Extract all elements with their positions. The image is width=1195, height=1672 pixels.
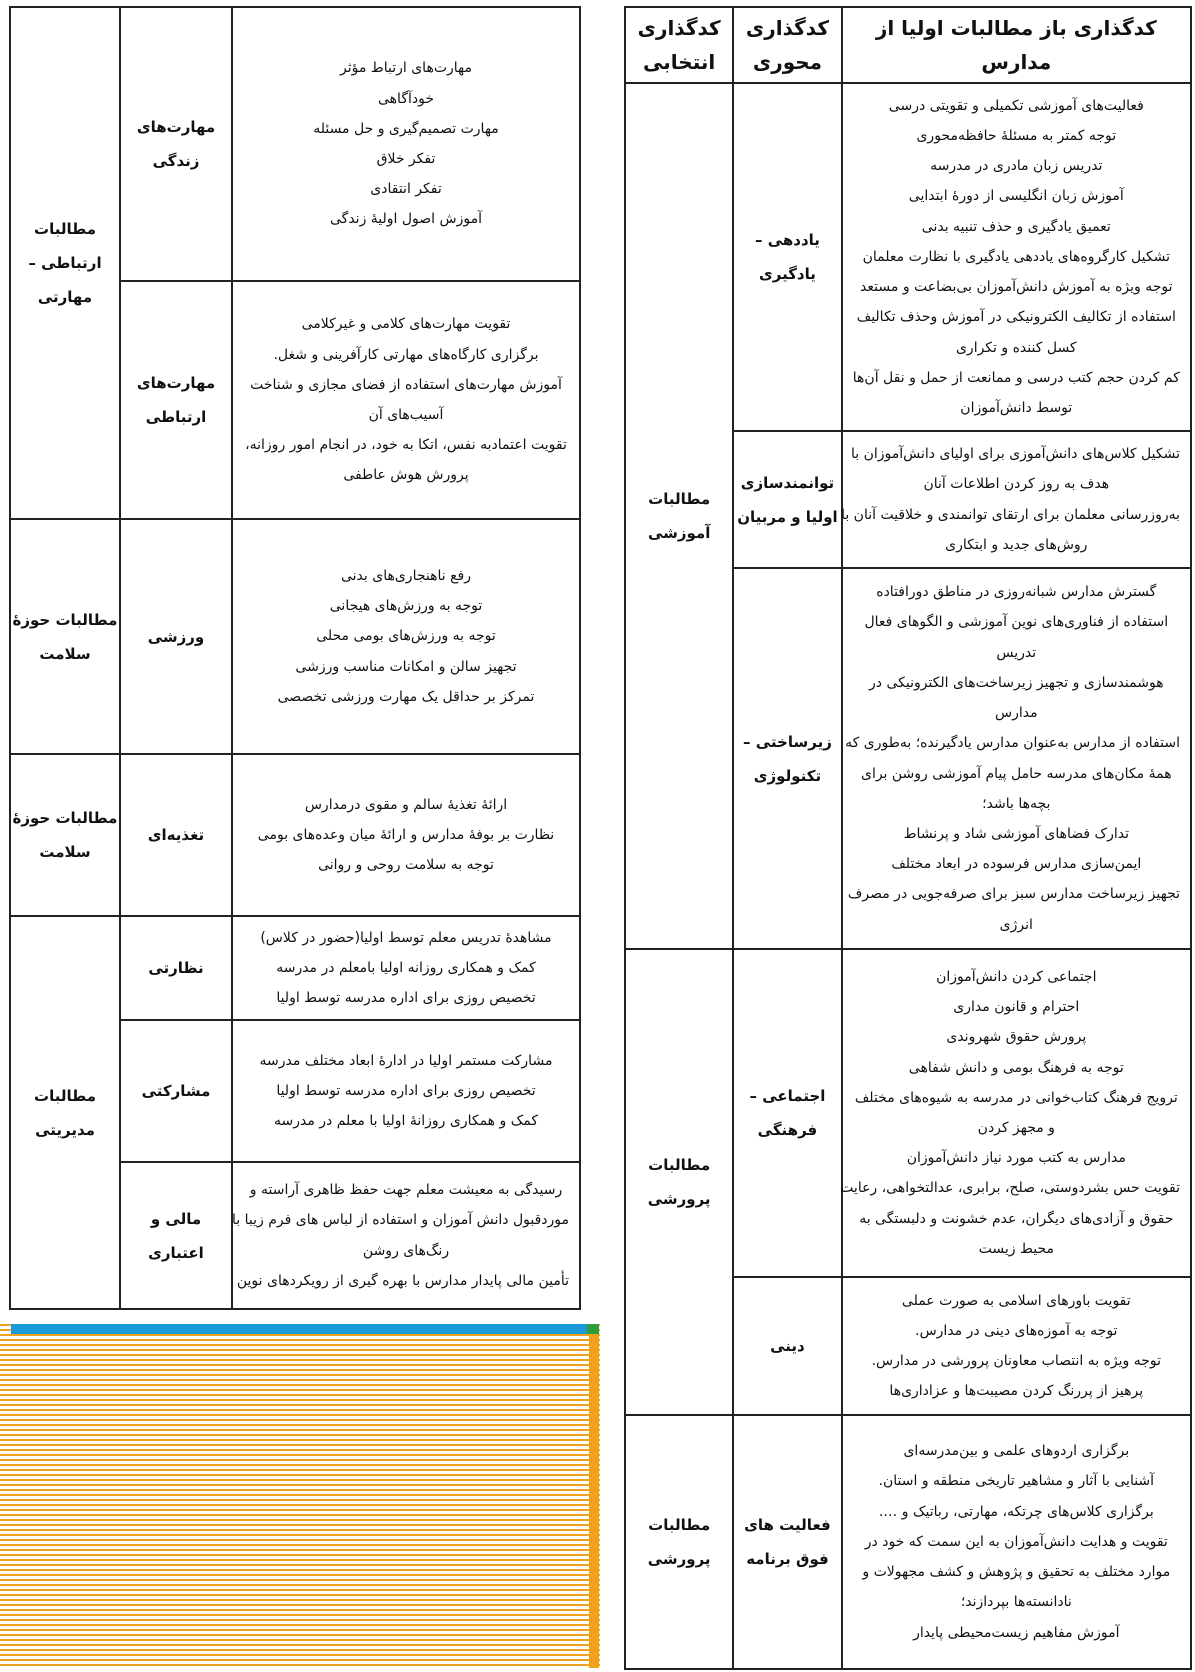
code-line: نظارت بر بوفهٔ مدارس و ارائهٔ میان وعده‌های بومی [257,826,555,843]
code-line: تمرکز بر حداقل یک مهارت ورزشی تخصصی [277,688,535,705]
code-line: تقویت و هدایت دانش‌آموزان به این سمت که خود در [864,1533,1168,1550]
code-line: تجهیز زیرساخت مدارس سبز برای صرفه‌جویی در مصرف [847,886,1180,903]
decorative-blue-bar [11,1324,587,1334]
code-line: آسیب‌های آن [368,407,444,423]
code-line: توجه کمتر به مسئلهٔ حافظه‌محوری [916,128,1117,145]
code-line: استفاده از تکالیف الکترونیکی در آموزش وحذف تکالیف [856,309,1176,326]
code-line: مهارت تصمیم‌گیری و حل مسئله [313,120,499,137]
code-line: رفع ناهنجاری‌های بدنی [340,567,471,584]
header-row [625,7,1191,83]
code-line: به‌روزرسانی معلمان برای ارتقای توانمندی و خلاقیت آنان با [841,506,1180,523]
code-line: آموزش زبان انگلیسی از دورهٔ ابتدایی [908,188,1124,205]
axial-code-cell: زیرساختی – تکنولوژی [733,568,841,949]
code-line: نادانسته‌ها بپردازند؛ [960,1594,1072,1611]
selective-code-cell: مطالبات حوزهٔ سلامت [10,754,120,916]
code-line: آموزش اصول اولیهٔ زندگی [330,211,482,228]
code-line: تفکر خلاق [376,151,436,167]
axial-code-cell: دینی [733,1277,841,1415]
code-line: توجه به ورزش‌های بومی محلی [316,628,496,645]
axial-code-cell: مشارکتی [120,1020,232,1162]
code-line: و مجهز کردن [977,1120,1055,1136]
decorative-green-block [587,1324,599,1334]
axial-code-cell: یاددهی – یادگیری [733,83,841,431]
code-line: خودآگاهی [378,90,434,107]
code-line: هدف به روز کردن اطلاعات آنان [923,476,1110,493]
code-line: توسط دانش‌آموزان [960,399,1073,416]
axial-code-cell: مهارت‌های ارتباطی [120,281,232,519]
code-line: تقویت اعتمادبه نفس، اتکا به خود، در انجام امور روزانه، [245,437,567,454]
code-line: توجه به فرهنگ بومی و دانش شفاهی [908,1059,1124,1076]
open-codes-cell [842,1277,1191,1415]
code-line: تأمین مالی پایدار مدارس با بهره گیری از رویکردهای نوین [236,1272,569,1289]
code-line: همهٔ مکان‌های مدرسه حامل پیام آموزشی روشن برای [860,765,1172,782]
code-line: ترویج فرهنگ کتاب‌خوانی در مدرسه به شیوه‌های مختلف [854,1089,1178,1106]
code-line: برگزاری کلاس‌های چرتکه، مهارتی، رباتیک و …. [878,1503,1154,1520]
code-line: توجه به آموزه‌های دینی در مدارس. [915,1322,1118,1339]
open-codes-cell [842,83,1191,431]
axial-code-cell: فعالیت های فوق برنامه [733,1415,841,1669]
decorative-orange-bar [589,1334,599,1668]
code-line: تقویت باورهای اسلامی به صورت عملی [901,1292,1131,1309]
table-row [625,949,1191,1277]
code-line: توجه به سلامت روحی و روانی [318,857,494,874]
code-line: تدارک فضاهای آموزشی شاد و پرنشاط [903,825,1129,842]
axial-code-cell: نظارتی [120,916,232,1020]
selective-code-cell: مطالبات پرورشی [625,949,733,1415]
open-codes-cell [232,916,580,1020]
code-line: احترام و قانون مداری [953,999,1080,1016]
code-line: محیط زیست [978,1240,1054,1257]
code-line: توجه به ورزش‌های هیجانی [329,598,483,615]
code-line: پرورش هوش عاطفی [343,467,469,484]
left-coding-table [9,6,581,1310]
open-codes-cell [232,1020,580,1162]
code-line: انرژی [999,916,1033,933]
right-coding-table [624,6,1192,1670]
header-open-coding: کدگذاری باز مطالبات اولیا از مدارس [842,7,1191,83]
table-row [625,83,1191,431]
open-codes-cell [232,281,580,519]
code-line: مشاهدهٔ تدریس معلم توسط اولیا(حضور در کلاس) [260,929,552,946]
code-line: موردقبول دانش آموزان و استفاده از لباس های فرم زیبا با [232,1212,569,1229]
code-line: آموزش مفاهیم زیست‌محیطی پایدار [913,1624,1120,1641]
open-codes-cell [842,949,1191,1277]
code-line: موارد مختلف به تحقیق و پژوهش و کشف مجهولات و [862,1564,1171,1581]
code-line: تدریس زبان مادری در مدرسه [930,158,1103,175]
code-line: مدارس به کتب مورد نیاز دانش‌آموزان [906,1150,1126,1167]
code-line: کمک و همکاری روزانهٔ اولیا با معلم در مدرسه [273,1113,539,1130]
axial-code-cell: اجتماعی – فرهنگی [733,949,841,1277]
code-line: استفاده از فناوری‌های نوین آموزشی و الگوهای فعال [864,614,1169,631]
axial-code-cell: توانمندسازی اولیا و مربیان [733,431,841,568]
code-line: پرهیز از پررنگ کردن مصیبت‌ها و عزاداری‌ها [889,1383,1144,1400]
axial-code-cell: تغذیه‌ای [120,754,232,916]
code-line: تقویت مهارت‌های کلامی و غیرکلامی [301,316,511,333]
code-line: تخصیص روزی برای اداره مدرسه توسط اولیا [276,1082,536,1099]
code-line: روش‌های جدید و ابتکاری [945,536,1088,553]
table-row [10,7,580,281]
code-line: توجه ویژه به انتصاب معاونان پرورشی در مدارس. [871,1353,1162,1369]
open-codes-cell [232,754,580,916]
header-selective-coding: کدگذاری انتخابی [625,7,733,83]
open-codes-cell [232,519,580,754]
code-line: تشکیل کارگروه‌های یاددهی یادگیری با نظارت معلمان [862,248,1170,265]
code-line: رنگ‌های روشن [362,1242,450,1259]
code-line: مدارس [995,705,1038,722]
selective-code-cell: مطالبات مدیریتی [10,916,120,1309]
table-row [625,1415,1191,1669]
table-row [10,916,580,1020]
code-line: توجه ویژه به آموزش دانش‌آموزان بی‌بضاعت و مستعد [860,279,1173,296]
code-line: مشارکت مستمر اولیا در ادارهٔ ابعاد مختلف مدرسه [259,1052,553,1069]
selective-code-cell: مطالبات ارتباطی – مهارتی [10,7,120,519]
open-codes-cell [232,7,580,281]
open-codes-cell [842,431,1191,568]
code-line: تقویت حس بشردوستی، صلح، برابری، عدالتخواهی، رعایت [840,1180,1180,1197]
code-line: ارائهٔ تغذیهٔ سالم و مقوی درمدارس [304,796,508,813]
code-line: تعمیق یادگیری و حذف تنبیه بدنی [921,218,1111,235]
code-line: تجهیز سالن و امکانات مناسب ورزشی [295,658,517,675]
decorative-stripe-pattern [0,1324,600,1668]
open-codes-cell [232,1162,580,1309]
axial-code-cell: مهارت‌های زندگی [120,7,232,281]
code-line: استفاده از مدارس به‌عنوان مدارس یادگیرنده؛ به‌طوری که [845,735,1180,752]
code-line: آموزش مهارت‌های استفاده از فضای مجازی و شناخت [250,376,562,393]
axial-code-cell: مالی و اعتباری [120,1162,232,1309]
header-axial-coding: کدگذاری محوری [733,7,841,83]
code-line: حقوق و آزادی‌های دیگران، عدم خشونت و دلبستگی به [859,1210,1174,1227]
code-line: گسترش مدارس شبانه‌روزی در مناطق دورافتاده [876,584,1157,601]
selective-code-cell: مطالبات آموزشی [625,83,733,949]
table-row [10,754,580,916]
code-line: تدریس [996,644,1037,661]
code-line: اجتماعی کردن دانش‌آموزان [936,968,1097,985]
code-line: هوشمندسازی و تجهیز زیرساخت‌های الکترونیکی در [869,674,1164,691]
code-line: بچه‌ها باشد؛ [982,795,1051,812]
selective-code-cell: مطالبات حوزهٔ سلامت [10,519,120,754]
selective-code-cell: مطالبات پرورشی [625,1415,733,1669]
code-line: کم کردن حجم کتب درسی و ممانعت از حمل و نقل آن‌ها [852,369,1180,386]
code-line: آشنایی با آثار و مشاهیر تاریخی منطقه و استان. [878,1473,1155,1490]
code-line: تشکیل کلاس‌های دانش‌آموزی برای اولیای دانش‌آموزان با [851,446,1180,463]
code-line: پرورش حقوق شهروندی [946,1029,1087,1046]
code-line: برگزاری اردوهای علمی و بین‌مدرسه‌ای [903,1443,1130,1460]
code-line: ایمن‌سازی مدارس فرسوده در ابعاد مختلف [891,856,1142,873]
code-line: کسل کننده و تکراری [955,339,1077,356]
code-line: تخصیص روزی برای اداره مدرسه توسط اولیا [276,990,536,1007]
code-line: کمک و همکاری روزانه اولیا بامعلم در مدرسه [276,959,536,976]
open-codes-cell [842,568,1191,949]
table-row [10,519,580,754]
code-line: برگزاری کارگاه‌های مهارتی کارآفرینی و شغل. [273,346,539,363]
code-line: تفکر انتقادی [370,181,442,198]
code-line: مهارت‌های ارتباط مؤثر [339,60,472,77]
open-codes-cell [842,1415,1191,1669]
axial-code-cell: ورزشی [120,519,232,754]
code-line: رسیدگی به معیشت معلم جهت حفظ ظاهری آراسته و [249,1182,563,1199]
code-line: فعالیت‌های آموزشی تکمیلی و تقویتی درسی [888,97,1144,114]
